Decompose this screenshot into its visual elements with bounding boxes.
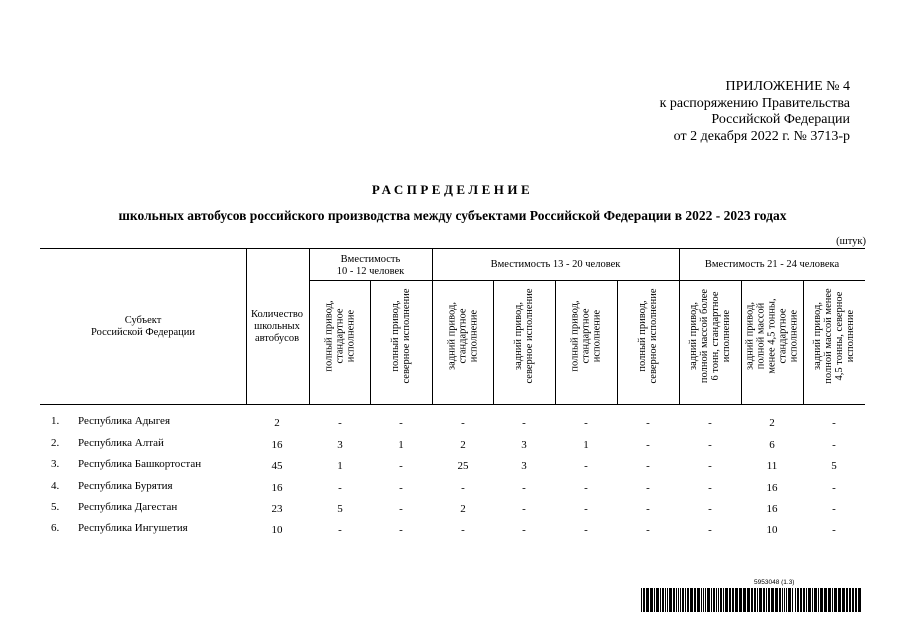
barcode-bar bbox=[735, 588, 738, 612]
barcode-bar bbox=[828, 588, 831, 612]
barcode-bar bbox=[694, 588, 696, 612]
row-value: 6 bbox=[769, 439, 775, 451]
row-value: - bbox=[832, 417, 836, 429]
barcode-bar bbox=[766, 588, 767, 612]
barcode-bar bbox=[768, 588, 770, 612]
header-group-21-24: Вместимость 21 - 24 человека bbox=[704, 259, 840, 270]
table-top-rule bbox=[40, 248, 865, 249]
header-quantity: Количество школьных автобусов bbox=[250, 309, 304, 344]
barcode-bar bbox=[641, 588, 642, 612]
appendix-line-2: к распоряжению Правительства bbox=[659, 95, 850, 111]
row-value: - bbox=[708, 482, 712, 494]
barcode-bar bbox=[855, 588, 857, 612]
barcode-bar bbox=[754, 588, 756, 612]
barcode-bar bbox=[784, 588, 785, 612]
row-value: - bbox=[461, 417, 465, 429]
row-number: 2. bbox=[51, 437, 60, 449]
row-value: - bbox=[584, 524, 588, 536]
row-value: 2 bbox=[460, 439, 466, 451]
row-value: 16 bbox=[766, 482, 778, 494]
row-value: - bbox=[708, 417, 712, 429]
row-value: 11 bbox=[766, 460, 778, 472]
row-number: 1. bbox=[51, 415, 60, 427]
header-group-13-20: Вместимость 13 - 20 человек bbox=[490, 259, 621, 270]
row-value: - bbox=[584, 482, 588, 494]
barcode-bar bbox=[775, 588, 778, 612]
row-subject-name: Республика Башкортостан bbox=[78, 458, 202, 470]
row-total: 45 bbox=[271, 460, 283, 472]
appendix-line-3: Российской Федерации bbox=[711, 112, 850, 127]
header-col-4: задний привод, северное исполнение bbox=[513, 288, 535, 384]
header-col-6: полный привод, северное исполнение bbox=[637, 288, 659, 384]
header-col-8: задний привод, полной массой менее 4,5 тонны, стандартное исполнение bbox=[744, 298, 800, 374]
table-vrule bbox=[741, 280, 742, 404]
barcode-bar bbox=[707, 588, 710, 612]
barcode-bar bbox=[858, 588, 861, 612]
row-value: - bbox=[584, 503, 588, 515]
row-value: - bbox=[832, 524, 836, 536]
row-value: 16 bbox=[766, 503, 778, 515]
barcode-bar bbox=[711, 588, 712, 612]
row-total: 23 bbox=[271, 503, 283, 515]
row-value: - bbox=[646, 417, 650, 429]
barcode-bar bbox=[743, 588, 746, 612]
row-value: 3 bbox=[521, 439, 527, 451]
header-col-3: задний привод, стандартное исполнение bbox=[446, 302, 480, 370]
barcode-bar bbox=[669, 588, 672, 612]
table-vrule bbox=[679, 248, 680, 404]
barcode-bar bbox=[808, 588, 811, 612]
row-value: - bbox=[338, 482, 342, 494]
barcode-bar bbox=[834, 588, 837, 612]
row-number: 4. bbox=[51, 480, 60, 492]
row-total: 16 bbox=[271, 482, 283, 494]
row-value: - bbox=[399, 417, 403, 429]
header-col-7: задний привод, полной массой более 6 тонн, стандартное исполнение bbox=[688, 288, 732, 384]
header-col-2: полный привод, северное исполнение bbox=[390, 288, 412, 384]
row-value: 1 bbox=[583, 439, 589, 451]
row-value: - bbox=[522, 417, 526, 429]
appendix-line-4: от 2 декабря 2022 г. № 3713-р bbox=[673, 128, 850, 144]
row-value: - bbox=[708, 524, 712, 536]
barcode-bar bbox=[673, 588, 675, 612]
row-value: - bbox=[399, 482, 403, 494]
table-vrule bbox=[803, 280, 804, 404]
barcode-bar bbox=[690, 588, 693, 612]
row-value: - bbox=[522, 524, 526, 536]
units-label: (штук) bbox=[836, 236, 866, 247]
barcode-bar bbox=[739, 588, 742, 612]
row-value: - bbox=[338, 524, 342, 536]
barcode-bar bbox=[846, 588, 848, 612]
row-total: 16 bbox=[271, 439, 283, 451]
document-subtitle: школьных автобусов российского производства между субъектами Российской Федерации в 2022 - 2023 годах bbox=[118, 208, 787, 223]
barcode-bar bbox=[782, 588, 783, 612]
row-value: - bbox=[708, 439, 712, 451]
table-vrule bbox=[493, 280, 494, 404]
barcode-bar bbox=[824, 588, 827, 612]
row-value: - bbox=[399, 503, 403, 515]
header-group-10-12: Вместимость 10 - 12 человек bbox=[336, 254, 405, 277]
row-value: 1 bbox=[337, 460, 343, 472]
barcode-bar bbox=[812, 588, 813, 612]
row-number: 3. bbox=[51, 458, 60, 470]
barcode-bar bbox=[713, 588, 715, 612]
table-header-bottom-rule bbox=[40, 404, 865, 405]
row-value: - bbox=[522, 482, 526, 494]
row-value: - bbox=[522, 503, 526, 515]
row-subject-name: Республика Алтай bbox=[78, 437, 164, 449]
header-subject: Субъект Российской Федерации bbox=[91, 315, 195, 338]
barcode-bar bbox=[800, 588, 802, 612]
barcode-bar bbox=[788, 588, 791, 612]
barcode-bar bbox=[643, 588, 645, 612]
appendix-block bbox=[600, 79, 850, 145]
barcode-bar bbox=[832, 588, 833, 612]
table-vrule bbox=[555, 280, 556, 404]
barcode-bar bbox=[687, 588, 689, 612]
row-value: - bbox=[461, 524, 465, 536]
barcode-bar bbox=[732, 588, 734, 612]
barcode-bar bbox=[763, 588, 765, 612]
barcode-bar bbox=[751, 588, 753, 612]
barcode-bar bbox=[703, 588, 704, 612]
row-value: 5 bbox=[337, 503, 343, 515]
barcode-bar bbox=[852, 588, 854, 612]
row-subject-name: Республика Адыгея bbox=[78, 415, 171, 427]
header-col-9: задний привод, полной массой менее 4,5 тонны, северное исполнение bbox=[812, 288, 856, 384]
barcode-bar bbox=[654, 588, 655, 612]
document-title: РАСПРЕДЕЛЕНИЕ bbox=[371, 182, 534, 197]
header-col-1: полный привод, стандартное исполнение bbox=[323, 300, 357, 372]
barcode-bar bbox=[814, 588, 817, 612]
header-col-5: полный привод, стандартное исполнение bbox=[569, 300, 603, 372]
barcode-bar bbox=[786, 588, 787, 612]
barcode-bar bbox=[747, 588, 750, 612]
row-number: 6. bbox=[51, 522, 60, 534]
row-value: - bbox=[399, 460, 403, 472]
barcode-bar bbox=[650, 588, 653, 612]
row-value: - bbox=[646, 503, 650, 515]
barcode-bar bbox=[665, 588, 666, 612]
barcode-bar bbox=[818, 588, 819, 612]
barcode-bar bbox=[797, 588, 799, 612]
row-value: - bbox=[832, 503, 836, 515]
row-total: 10 bbox=[271, 524, 283, 536]
barcode-bar bbox=[729, 588, 731, 612]
barcode-bar bbox=[725, 588, 728, 612]
row-value: 25 bbox=[457, 460, 469, 472]
barcode-bar bbox=[838, 588, 841, 612]
barcode-bar bbox=[820, 588, 823, 612]
barcode-bar bbox=[667, 588, 668, 612]
table-vrule bbox=[370, 280, 371, 404]
barcode-bar bbox=[705, 588, 706, 612]
barcode-bar bbox=[771, 588, 774, 612]
barcode-bar bbox=[678, 588, 679, 612]
barcode-caption: 5953048 (1.3) bbox=[754, 579, 795, 586]
table-vrule bbox=[617, 280, 618, 404]
barcode-bar bbox=[660, 588, 661, 612]
barcode-bar bbox=[795, 588, 796, 612]
row-value: 10 bbox=[766, 524, 778, 536]
row-value: - bbox=[708, 503, 712, 515]
barcode-bar bbox=[662, 588, 664, 612]
barcode-bar bbox=[757, 588, 758, 612]
row-number: 5. bbox=[51, 501, 60, 513]
barcode-bar bbox=[685, 588, 686, 612]
barcode-bar bbox=[792, 588, 793, 612]
row-value: - bbox=[399, 524, 403, 536]
barcode-bar bbox=[697, 588, 700, 612]
row-value: 5 bbox=[831, 460, 837, 472]
barcode-bar bbox=[701, 588, 702, 612]
barcode-bar bbox=[656, 588, 659, 612]
row-value: 3 bbox=[521, 460, 527, 472]
row-value: - bbox=[584, 460, 588, 472]
row-value: - bbox=[646, 524, 650, 536]
barcode-bar bbox=[842, 588, 845, 612]
barcode-bar bbox=[723, 588, 724, 612]
barcode bbox=[641, 588, 864, 612]
row-value: - bbox=[708, 460, 712, 472]
barcode-bar bbox=[676, 588, 677, 612]
row-value: - bbox=[646, 439, 650, 451]
row-value: - bbox=[338, 417, 342, 429]
appendix-line-1: ПРИЛОЖЕНИЕ № 4 bbox=[725, 79, 850, 94]
barcode-bar bbox=[682, 588, 684, 612]
row-subject-name: Республика Дагестан bbox=[78, 501, 178, 513]
barcode-bar bbox=[849, 588, 851, 612]
row-value: 1 bbox=[398, 439, 404, 451]
row-value: - bbox=[461, 482, 465, 494]
barcode-bar bbox=[720, 588, 722, 612]
barcode-bar bbox=[718, 588, 719, 612]
row-subject-name: Республика Ингушетия bbox=[78, 522, 188, 534]
row-total: 2 bbox=[274, 417, 280, 429]
row-value: - bbox=[646, 482, 650, 494]
barcode-bar bbox=[716, 588, 717, 612]
barcode-bar bbox=[759, 588, 762, 612]
row-value: 2 bbox=[460, 503, 466, 515]
row-value: - bbox=[832, 439, 836, 451]
row-value: 2 bbox=[769, 417, 775, 429]
row-subject-name: Республика Бурятия bbox=[78, 480, 173, 492]
barcode-bar bbox=[646, 588, 649, 612]
row-value: - bbox=[584, 417, 588, 429]
row-value: 3 bbox=[337, 439, 343, 451]
barcode-bar bbox=[680, 588, 681, 612]
barcode-bar bbox=[806, 588, 807, 612]
barcode-bar bbox=[779, 588, 781, 612]
barcode-bar bbox=[803, 588, 805, 612]
table-vrule bbox=[432, 248, 433, 404]
row-value: - bbox=[832, 482, 836, 494]
row-value: - bbox=[646, 460, 650, 472]
